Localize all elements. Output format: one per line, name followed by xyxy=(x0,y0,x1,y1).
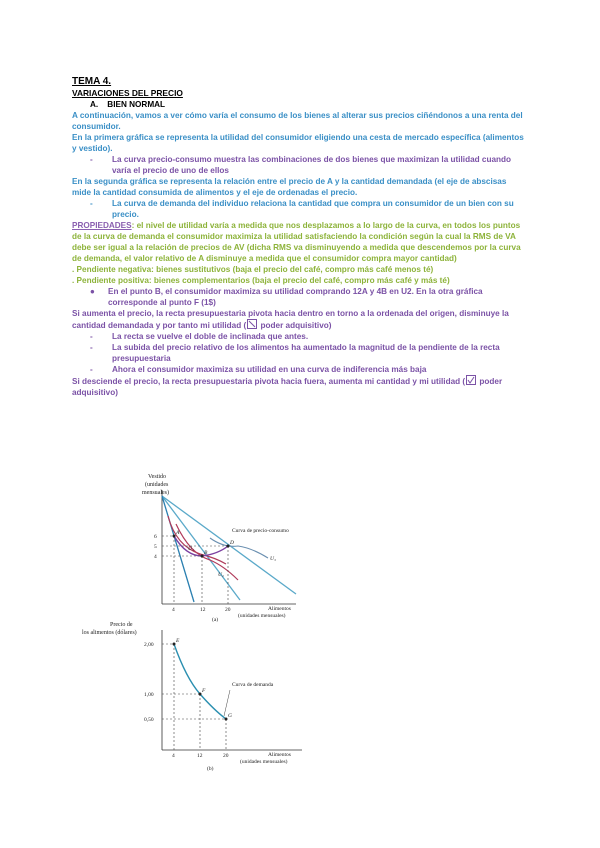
bottom-y-tick-1: 1,00 xyxy=(144,692,154,698)
curve-label-price-consumption: Curva de precio-consumo xyxy=(232,528,289,534)
price-down-text: Si desciende el precio, la recta presupuestaria pivota hacia fuera, aumenta mi cantidad y mi utilidad ( xyxy=(72,377,466,386)
doc-subtitle: VARIACIONES DEL PRECIO xyxy=(72,88,183,98)
properties-paragraph xyxy=(72,220,524,264)
top-x-tick-12: 12 xyxy=(200,607,206,613)
section-heading xyxy=(90,99,524,110)
label-point-f: F xyxy=(202,688,206,694)
top-ylabel-1: Vestido xyxy=(148,474,166,480)
top-y-tick-5: 5 xyxy=(154,544,157,550)
dash-item: - La curva precio-consumo muestra las combinaciones de dos bienes que maximizan la utilidad cuando varía el precio de uno de ellos xyxy=(90,154,524,176)
dash-item: - La subida del precio relativo de los alimentos ha aumentado la magnitud de la pendiente de la recta presupuestaria xyxy=(90,342,524,364)
dash-text-2: La curva de demanda del individuo relaciona la cantidad que compra un consumidor de un bien con su precio. xyxy=(112,199,514,219)
properties-label: PROPIEDADES xyxy=(72,221,132,230)
label-point-a: A xyxy=(176,530,180,536)
top-panel-label: (a) xyxy=(212,617,219,623)
top-ylabel-2: (unidades xyxy=(145,482,169,488)
intro-paragraph: A continuación, vamos a ver cómo varía el consumo de los bienes al alterar sus precios ciñéndonos a una renta del consumidor. xyxy=(72,111,523,131)
properties-text: : el nivel de utilidad varía a medida que nos desplazamos a lo largo de la curva, en todos los puntos de la curva de demanda el consumidor maximiza la utilidad satisfaciendo la condición según la cual la RMS de VA debe ser igual a la relación de precios de AV (dicha RMS va disminuyendo a medida que descendemos por la curva de demanda, el valor relativo de A disminuye a medida que el consumidor compra mayor cantidad) xyxy=(72,221,521,263)
dash-item: - La curva de demanda del individuo relaciona la cantidad que compra un consumidor de un bien con su precio. xyxy=(90,198,524,220)
bottom-guides xyxy=(162,644,226,750)
label-point-g: G xyxy=(228,713,232,719)
bottom-x-tick-4: 4 xyxy=(172,753,175,759)
dash-item: - La recta se vuelve el doble de inclinada que antes. xyxy=(90,332,309,341)
top-xlabel-1: Alimentos xyxy=(268,606,291,612)
bottom-x-tick-12: 12 xyxy=(197,753,203,759)
top-x-tick-4: 4 xyxy=(172,607,175,613)
first-graph-paragraph: En la primera gráfica se representa la utilidad del consumidor eligiendo una cesta de mercado específica (alimentos y vestido). xyxy=(72,133,524,153)
dash-item: - Ahora el consumidor maximiza su utilidad en una curva de indiferencia más baja xyxy=(90,365,427,374)
negative-slope: . Pendiente negativa: bienes sustitutivos (baja el precio del café, compro más café menos té) xyxy=(72,265,434,274)
bottom-y-tick-2: 2,00 xyxy=(144,642,154,648)
bottom-ylabel-1: Precio de xyxy=(110,622,133,628)
price-consumption-chart xyxy=(120,468,320,624)
bottom-xlabel-2: (unidades mensuales) xyxy=(240,759,288,765)
price-down-paragraph xyxy=(72,375,524,398)
top-y-tick-6: 6 xyxy=(154,534,157,540)
label-point-e: E xyxy=(176,638,180,644)
section-marker: A. xyxy=(90,100,99,109)
price-up-text: Si aumenta el precio, la recta presupuestaria pivota hacia dentro en torno a la ordenada del origen, disminuye la cantidad demandada y por tanto mi utilidad ( xyxy=(72,309,509,330)
top-y-tick-4: 4 xyxy=(154,554,157,560)
doc-title: TEMA 4. xyxy=(72,76,112,87)
label-u2: U₂ xyxy=(218,572,224,578)
second-graph-paragraph: En la segunda gráfica se representa la relación entre el precio de A y la cantidad demandada (el eje de abscisas mide la cantidad consumida de alimentos y el eje de ordenadas el precio. xyxy=(72,177,507,197)
curve-label-demand: Curva de demanda xyxy=(232,682,274,688)
label-point-d: D xyxy=(230,540,234,546)
label-u1: U₁ xyxy=(188,546,194,552)
bottom-y-tick-050: 0,50 xyxy=(144,717,154,723)
dash-text-3: La recta se vuelve el doble de inclinada que antes. xyxy=(112,332,309,341)
price-up-end: poder adquisitivo) xyxy=(258,321,332,330)
price-up-paragraph xyxy=(72,308,524,331)
top-ylabel-3: mensuales) xyxy=(142,490,169,496)
indifference-curve-u3 xyxy=(210,538,268,558)
demand-chart xyxy=(80,618,320,776)
dash-text-1: La curva precio-consumo muestra las combinaciones de dos bienes que maximizan la utilidad cuando varía el precio de uno de ellos xyxy=(112,155,512,175)
price-down-end: poder adquisitivo) xyxy=(72,377,503,397)
label-point-b: B xyxy=(204,550,208,556)
top-x-tick-20: 20 xyxy=(225,607,231,613)
section-title: BIEN NORMAL xyxy=(107,100,166,109)
bottom-panel-label: (b) xyxy=(207,766,214,772)
bottom-ylabel-2: los alimentos (dólares) xyxy=(82,630,137,636)
positive-slope: . Pendiente positiva: bienes complementarios (baja el precio del café, compro más café y más té) xyxy=(72,276,450,285)
bullet-item: ● En el punto B, el consumidor maximiza su utilidad comprando 12A y 4B en U2. En la otra gráfica corresponde al punto F (1$) xyxy=(90,286,524,308)
bottom-xlabel-1: Alimentos xyxy=(268,752,291,758)
increase-checkbox-icon xyxy=(466,375,476,385)
dash-text-4: La subida del precio relativo de los alimentos ha aumentado la magnitud de la pendiente de la recta presupuestaria xyxy=(112,343,500,363)
top-xlabel-2: (unidades mensuales) xyxy=(238,613,286,619)
decrease-checkbox-icon xyxy=(247,319,257,329)
label-u3: U₃ xyxy=(270,556,276,562)
dash-text-5: Ahora el consumidor maximiza su utilidad en una curva de indiferencia más baja xyxy=(112,365,427,374)
bottom-x-tick-20: 20 xyxy=(223,753,229,759)
bullet-text: En el punto B, el consumidor maximiza su utilidad comprando 12A y 4B en U2. En la otra gráfica corresponde al punto F (1$) xyxy=(108,287,483,307)
budget-line-mid-price xyxy=(162,496,240,600)
document xyxy=(72,76,524,398)
